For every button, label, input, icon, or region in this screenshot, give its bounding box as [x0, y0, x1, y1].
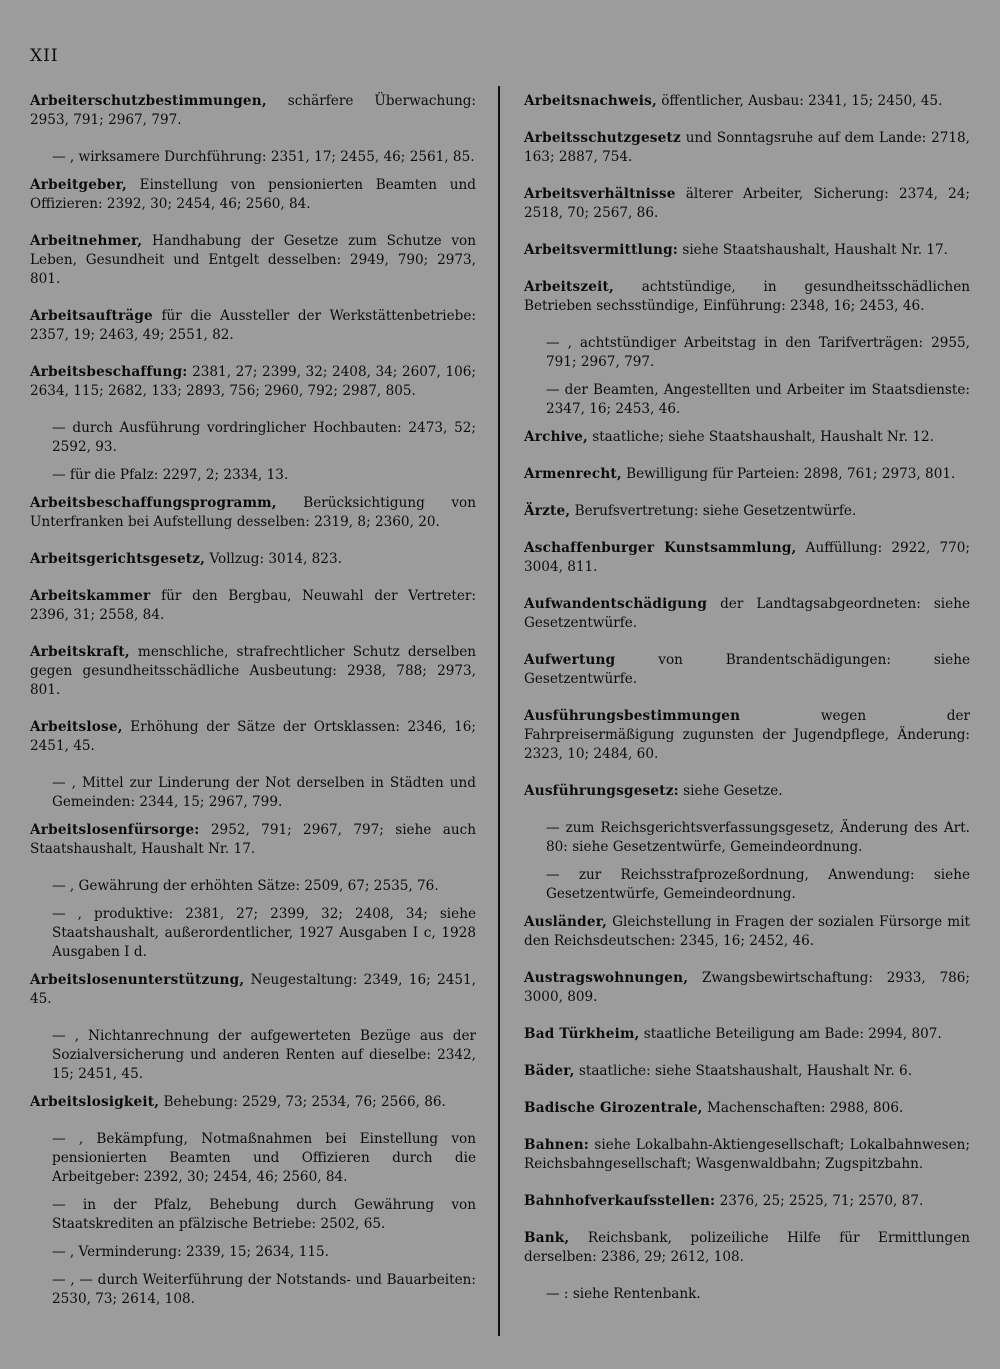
index-entry — [524, 1192, 970, 1211]
entry-text: Vollzug: 3014, 823. — [205, 551, 342, 567]
entry-text: für die Aussteller der Werkstättenbetriebe: 2357, 19; 2463, 49; 2551, 82. — [30, 308, 476, 343]
entry-heading: Arbeitsaufträge — [30, 308, 153, 324]
index-entry — [30, 718, 476, 756]
index-subentry: — in der Pfalz, Behebung durch Gewährung von Staatskrediten an pfälzische Betriebe: 2502, 65. — [52, 1197, 476, 1232]
entry-text: 2376, 25; 2525, 71; 2570, 87. — [715, 1193, 924, 1209]
index-entry — [524, 782, 970, 801]
entry-text: Auffüllung: 2922, 770; 3004, 811. — [524, 540, 970, 575]
entry-text: Berücksichtigung von Unterfranken bei Aufstellung desselben: 2319, 8; 2360, 20. — [30, 495, 476, 530]
index-entry — [524, 651, 970, 689]
entry-text: schärfere Überwachung: 2953, 791; 2967, 797. — [30, 93, 476, 128]
index-entry — [30, 643, 476, 700]
entry-text: der Landtagsabgeordneten: siehe Gesetzentwürfe. — [524, 596, 970, 631]
index-entry — [524, 1136, 970, 1174]
entry-heading: Arbeitslose, — [30, 719, 123, 735]
index-subentry: — , wirksamere Durchführung: 2351, 17; 2455, 46; 2561, 85. — [52, 149, 475, 165]
entry-text: Machenschaften: 2988, 806. — [702, 1100, 904, 1116]
index-entry — [524, 1025, 970, 1044]
index-entry — [524, 241, 970, 260]
index-entry — [524, 1229, 970, 1267]
entry-heading: Bad Türkheim, — [524, 1026, 640, 1042]
entry-text: Behebung: 2529, 73; 2534, 76; 2566, 86. — [159, 1094, 446, 1110]
index-subentry: — durch Ausführung vordringlicher Hochbauten: 2473, 52; 2592, 93. — [52, 420, 476, 455]
index-entry — [524, 595, 970, 633]
entry-heading: Bäder, — [524, 1063, 575, 1079]
column-divider — [498, 86, 500, 1336]
entry-text: für den Bergbau, Neuwahl der Vertreter: 2396, 31; 2558, 84. — [30, 588, 476, 623]
entry-text: staatliche Beteiligung am Bade: 2994, 807. — [639, 1026, 942, 1042]
entry-heading: Bahnhofverkaufsstellen: — [524, 1193, 716, 1209]
index-entry — [30, 587, 476, 625]
index-entry — [30, 363, 476, 401]
entry-text: Erhöhung der Sätze der Ortsklassen: 2346, 16; 2451, 45. — [30, 719, 476, 754]
index-entry — [524, 278, 970, 316]
entry-heading: Arbeitslosenunterstützung, — [30, 972, 245, 988]
entry-text: Reichsbank, polizeiliche Hilfe für Ermittlungen derselben: 2386, 29; 2612, 108. — [524, 1230, 970, 1265]
entry-text: Berufsvertretung: siehe Gesetzentwürfe. — [570, 503, 857, 519]
index-entry — [30, 307, 476, 345]
index-subentry: — , Bekämpfung, Notmaßnahmen bei Einstellung von pensionierten Beamten und Offizieren durch die Arbeitgeber: 2392, 30; 2454, 46; 2560, 84. — [52, 1131, 476, 1185]
entry-heading: Aufwandentschädigung — [524, 596, 708, 612]
index-entry — [524, 707, 970, 764]
index-subentry: — für die Pfalz: 2297, 2; 2334, 13. — [52, 467, 289, 483]
index-entry — [524, 92, 970, 111]
entry-heading: Ausführungsgesetz: — [524, 783, 679, 799]
index-entry — [524, 913, 970, 951]
index-entry — [30, 1093, 476, 1112]
entry-heading: Ärzte, — [524, 503, 571, 519]
entry-heading: Arbeitsverhältnisse — [524, 186, 676, 202]
entry-heading: Arbeitsbeschaffung: — [30, 364, 188, 380]
index-subentry: — zur Reichsstrafprozeßordnung, Anwendung: siehe Gesetzentwürfe, Gemeindeordnung. — [546, 867, 970, 902]
entry-text: und Sonntagsruhe auf dem Lande: 2718, 163; 2887, 754. — [524, 130, 970, 165]
entry-text: wegen der Fahrpreisermäßigung zugunsten der Jugendpflege, Änderung: 2323, 10; 2484, 60. — [524, 708, 970, 762]
entry-heading: Arbeitsgerichtsgesetz, — [30, 551, 206, 567]
index-entry — [524, 969, 970, 1007]
entry-heading: Aschaffenburger Kunstsammlung, — [524, 540, 797, 556]
index-entry — [524, 465, 970, 484]
entry-heading: Arbeitskraft, — [30, 644, 130, 660]
entry-text: siehe Staatshaushalt, Haushalt Nr. 17. — [678, 242, 949, 258]
entry-text: Zwangsbewirtschaftung: 2933, 786; 3000, 809. — [524, 970, 970, 1005]
entry-text: öffentlicher, Ausbau: 2341, 15; 2450, 45. — [656, 93, 943, 109]
entry-heading: Archive, — [524, 429, 588, 445]
entry-text: Handhabung der Gesetze zum Schutze von Leben, Gesundheit und Entgelt desselben: 2949, 790; 2973, 801. — [30, 233, 476, 287]
index-column-right — [524, 92, 970, 1322]
index-subentry: — der Beamten, Angestellten und Arbeiter im Staatsdienste: 2347, 16; 2453, 46. — [546, 382, 970, 417]
index-entry — [524, 502, 970, 521]
index-entry — [30, 176, 476, 214]
entry-heading: Ausländer, — [524, 914, 607, 930]
entry-text: 2381, 27; 2399, 32; 2408, 34; 2607, 106; 2634, 115; 2682, 133; 2893, 756; 2960, 792; 2987, 805. — [30, 364, 476, 399]
entry-heading: Arbeitsschutzgesetz — [524, 130, 681, 146]
entry-text: siehe Gesetze. — [678, 783, 783, 799]
entry-text: älterer Arbeiter, Sicherung: 2374, 24; 2518, 70; 2567, 86. — [524, 186, 970, 221]
entry-heading: Bank, — [524, 1230, 570, 1246]
index-entry — [524, 428, 970, 447]
entry-heading: Bahnen: — [524, 1137, 590, 1153]
entry-heading: Arbeitnehmer, — [30, 233, 143, 249]
index-subentry: — : siehe Rentenbank. — [546, 1286, 701, 1302]
entry-heading: Arbeitslosigkeit, — [30, 1094, 160, 1110]
index-column-left — [30, 92, 476, 1327]
index-entry — [30, 550, 476, 569]
entry-heading: Arbeitsnachweis, — [524, 93, 657, 109]
index-subentry: — , Nichtanrechnung der aufgewerteten Bezüge aus der Sozialversicherung und anderen Renten auf dieselbe: 2342, 15; 2451, 45. — [52, 1028, 476, 1082]
entry-text: Bewilligung für Parteien: 2898, 761; 2973, 801. — [621, 466, 956, 482]
entry-heading: Arbeitszeit, — [524, 279, 614, 295]
index-entry — [524, 129, 970, 167]
entry-text: menschliche, strafrechtlicher Schutz derselben gegen gesundheitsschädliche Ausbeutung: 2938, 788; 2973, 801. — [30, 644, 476, 698]
index-entry — [524, 1099, 970, 1118]
entry-text: achtstündige, in gesundheitsschädlichen Betrieben sechsstündige, Einführung: 2348, 16; 2453, 46. — [524, 279, 970, 314]
entry-text: Neugestaltung: 2349, 16; 2451, 45. — [30, 972, 476, 1007]
index-entry — [524, 185, 970, 223]
entry-text: staatliche; siehe Staatshaushalt, Haushalt Nr. 12. — [587, 429, 935, 445]
entry-heading: Aufwertung — [524, 652, 616, 668]
entry-heading: Ausführungsbestimmungen — [524, 708, 741, 724]
entry-heading: Arbeitskammer — [30, 588, 151, 604]
index-subentry: — , — durch Weiterführung der Notstands- und Bauarbeiten: 2530, 73; 2614, 108. — [52, 1272, 476, 1307]
entry-heading: Arbeitsbeschaffungsprogramm, — [30, 495, 277, 511]
entry-text: Gleichstellung in Fragen der sozialen Fürsorge mit den Reichsdeutschen: 2345, 16; 2452, 46. — [524, 914, 970, 949]
index-entry — [30, 821, 476, 859]
entry-text: 2952, 791; 2967, 797; siehe auch Staatshaushalt, Haushalt Nr. 17. — [30, 822, 476, 857]
index-subentry: — , produktive: 2381, 27; 2399, 32; 2408, 34; siehe Staatshaushalt, außerordentlicher, 1927 Ausgaben I c, 1928 Ausgaben I d. — [52, 906, 476, 960]
entry-text: Einstellung von pensionierten Beamten und Offizieren: 2392, 30; 2454, 46; 2560, 84. — [30, 177, 476, 212]
index-subentry: — , Mittel zur Linderung der Not derselben in Städten und Gemeinden: 2344, 15; 2967, 799. — [52, 775, 476, 810]
index-entry — [524, 1062, 970, 1081]
index-entry — [524, 539, 970, 577]
entry-text: staatliche: siehe Staatshaushalt, Haushalt Nr. 6. — [574, 1063, 913, 1079]
index-subentry: — , Gewährung der erhöhten Sätze: 2509, 67; 2535, 76. — [52, 878, 439, 894]
entry-heading: Armenrecht, — [524, 466, 622, 482]
entry-heading: Badische Girozentrale, — [524, 1100, 703, 1116]
index-entry — [30, 494, 476, 532]
page-number: XII — [30, 46, 59, 66]
index-subentry: — zum Reichsgerichtsverfassungsgesetz, Änderung des Art. 80: siehe Gesetzentwürfe, Gemeindeordnung. — [546, 820, 970, 855]
index-entry — [30, 92, 476, 130]
entry-heading: Arbeitslosenfürsorge: — [30, 822, 200, 838]
entry-heading: Austragswohnungen, — [524, 970, 689, 986]
index-subentry: — , achtstündiger Arbeitstag in den Tarifverträgen: 2955, 791; 2967, 797. — [546, 335, 970, 370]
index-entry — [30, 971, 476, 1009]
entry-text: siehe Lokalbahn-Aktiengesellschaft; Lokalbahnwesen; Reichsbahngesellschaft; Wasgenwaldbahn; Zugspitzbahn. — [524, 1137, 970, 1172]
entry-text: von Brandentschädigungen: siehe Gesetzentwürfe. — [524, 652, 970, 687]
entry-heading: Arbeitgeber, — [30, 177, 127, 193]
index-subentry: — , Verminderung: 2339, 15; 2634, 115. — [52, 1244, 329, 1260]
entry-heading: Arbeitsvermittlung: — [524, 242, 679, 258]
entry-heading: Arbeiterschutzbestimmungen, — [30, 93, 267, 109]
index-entry — [30, 232, 476, 289]
